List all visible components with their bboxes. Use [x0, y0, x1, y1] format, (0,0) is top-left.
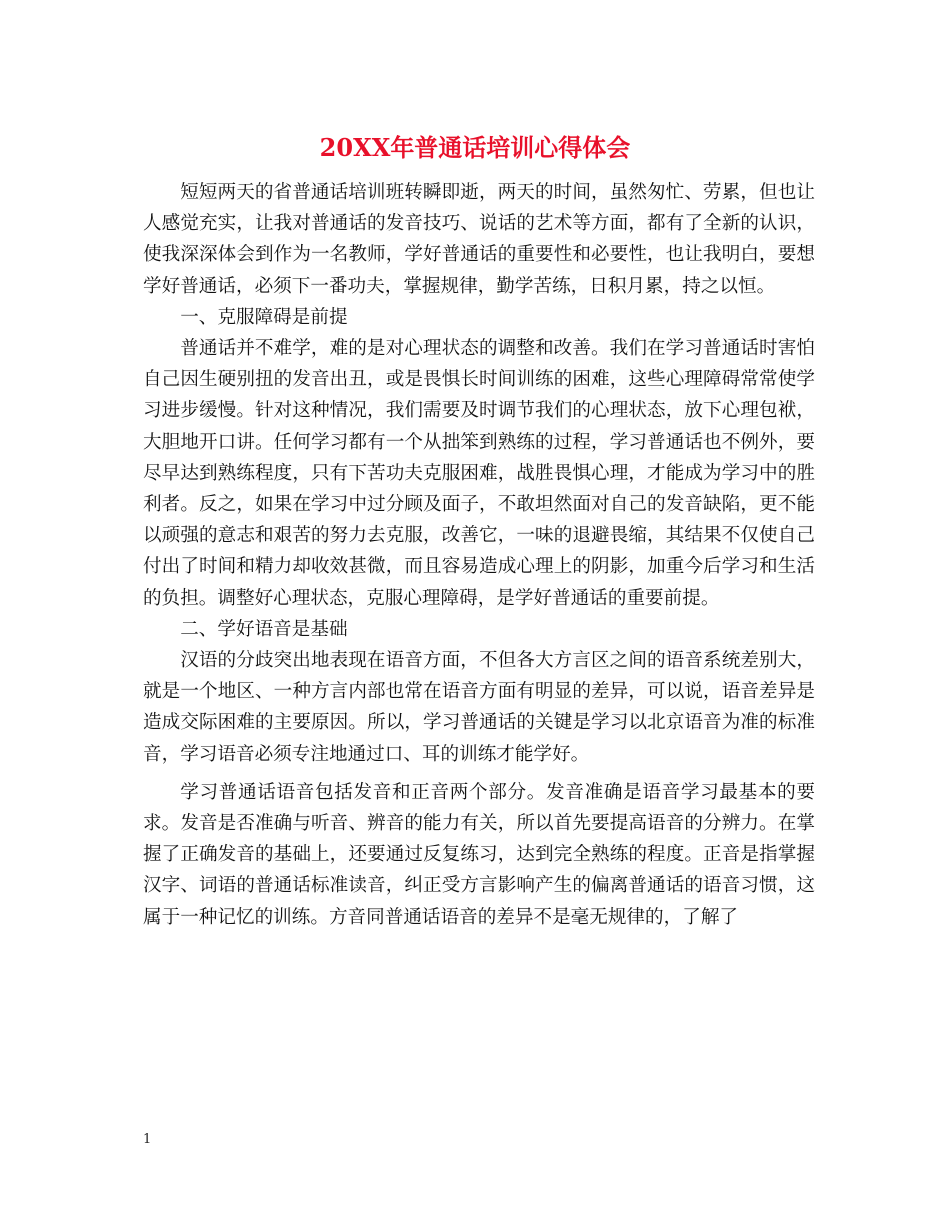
paragraph-section-2b: 学习普通话语音包括发音和正音两个部分。发音准确是语音学习最基本的要求。发音是否准确与听音、辨音的能力有关，所以首先要提高语音的分辨力。在掌握了正确发音的基础上，还要通过反复练习，达到完全熟练的程度。正音是指掌握汉字、词语的普通话标准读音，纠正受方言影响产生的偏离普通话的语音习惯，这属于一种记忆的训练。方音同普通话语音的差异不是毫无规律的，了解了: [143, 781, 815, 928]
section-heading-1: 一、克服障碍是前提: [180, 306, 348, 328]
paragraph-section-2a: 汉语的分歧突出地表现在语音方面，不但各大方言区之间的语音系统差别大，就是一个地区、一种方言内部也常在语音方面有明显的差异，可以说，语音差异是造成交际困难的主要原因。所以，学习普通话的关键是学习以北京语音为准的标准音，学习语音必须专注地通过口、耳的训练才能学好。: [143, 650, 815, 765]
document-title: 20XX年普通话培训心得体会: [319, 133, 631, 162]
paragraph-intro: 短短两天的省普通话培训班转瞬即逝，两天的时间，虽然匆忙、劳累，但也让人感觉充实，让我对普通话的发音技巧、说话的艺术等方面，都有了全新的认识，使我深深体会到作为一名教师，学好普通话的重要性和必要性，也让我明白，要想学好普通话，必须下一番功夫，掌握规律，勤学苦练，日积月累，持之以恒。: [143, 182, 815, 297]
document-body: [143, 177, 815, 933]
paragraph-section-1: 普通话并不难学，难的是对心理状态的调整和改善。我们在学习普通话时害怕自己因生硬别扭的发音出丑，或是畏惧长时间训练的困难，这些心理障碍常常使学习进步缓慢。针对这种情况，我们需要及时调节我们的心理状态，放下心理包袱，大胆地开口讲。任何学习都有一个从拙笨到熟练的过程，学习普通话也不例外，要尽早达到熟练程度，只有下苦功夫克服困难，战胜畏惧心理，才能成为学习中的胜利者。反之，如果在学习中过分顾及面子，不敢坦然面对自己的发音缺陷，更不能以顽强的意志和艰苦的努力去克服，改善它，一味的退避畏缩，其结果不仅使自己付出了时间和精力却收效甚微，而且容易造成心理上的阴影，加重今后学习和生活的负担。调整好心理状态，克服心理障碍，是学好普通话的重要前提。: [143, 338, 815, 609]
section-heading-2: 二、学好语音是基础: [180, 618, 348, 640]
page-number: 1: [143, 1132, 152, 1147]
